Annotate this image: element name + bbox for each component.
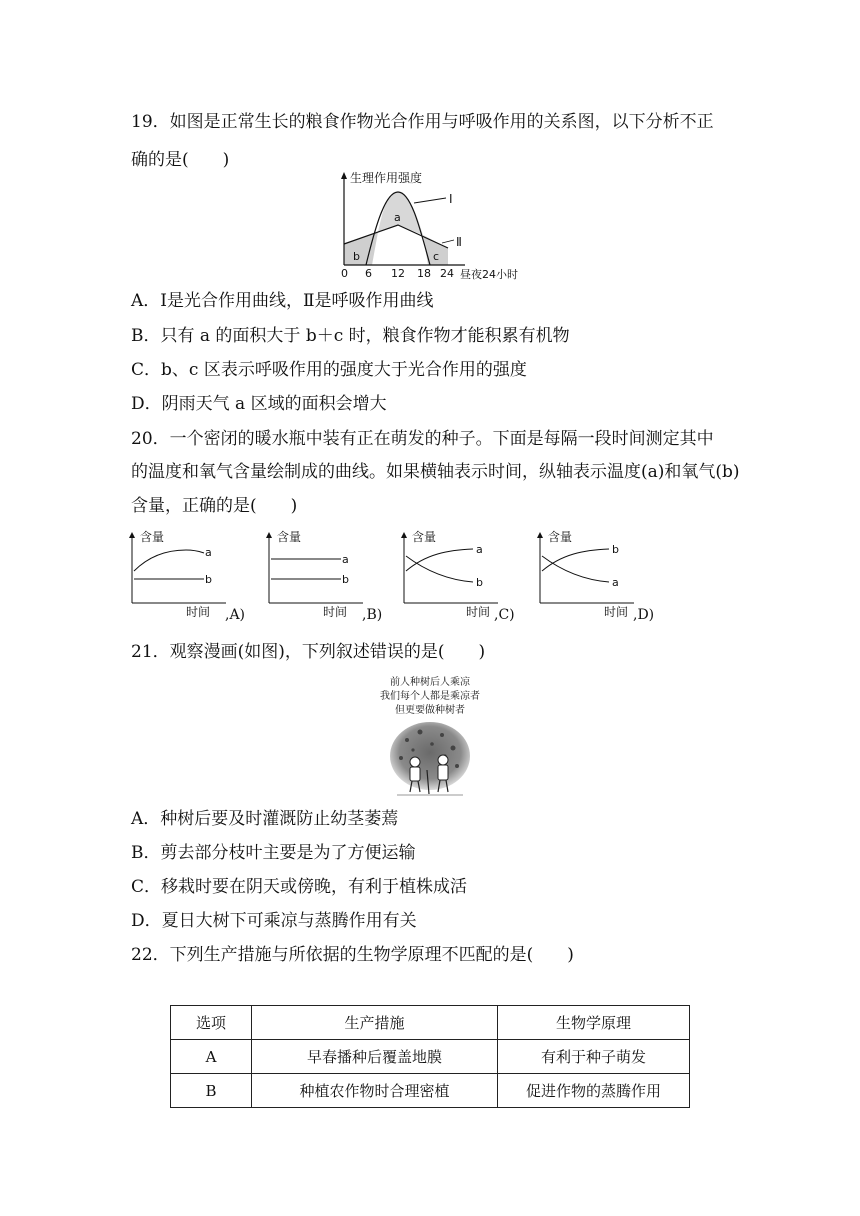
table-cell-measure: 种植农作物时合理密植	[252, 1074, 498, 1108]
table-cell-option: B	[171, 1074, 252, 1108]
q19-option-a: A．Ⅰ是光合作用曲线，Ⅱ是呼吸作用曲线	[131, 291, 434, 311]
q20-d-upper-label: b	[612, 543, 619, 556]
q19-area-b-label: b	[353, 250, 360, 263]
q21-option-d: D．夏日大树下可乘凉与蒸腾作用有关	[131, 911, 417, 931]
q20-a-lower-label: b	[205, 573, 212, 586]
q20-a-ylabel: 含量	[140, 530, 165, 544]
q20-b-lower-label: b	[342, 573, 349, 586]
q20-c-xlabel: 时间	[466, 605, 491, 619]
q19-option-b: B．只有 a 的面积大于 b＋c 时，粮食作物才能积累有机物	[131, 326, 570, 346]
q20-c-lower-label: b	[476, 576, 483, 589]
q20-a-curve-upper	[134, 550, 204, 571]
q19-option-d: D．阴雨天气 a 区域的面积会增大	[131, 394, 387, 414]
q20-graph-d	[534, 526, 664, 626]
q20-b-xlabel: 时间	[323, 605, 348, 619]
q20-c-curve-lower	[406, 556, 473, 582]
q21-caption-line1: 前人种树后人乘凉	[390, 677, 470, 688]
q20-c-curve-upper	[406, 549, 473, 571]
q19-ylabel: 生理作用强度	[350, 171, 423, 185]
q20-c-ylabel: 含量	[412, 530, 437, 544]
q19-tick-12: 12	[391, 267, 405, 280]
q19-xlabel: 昼夜24小时	[460, 268, 518, 281]
q21-option-a: A．种树后要及时灌溉防止幼茎萎蔫	[131, 809, 399, 829]
table-cell-principle: 有利于种子萌发	[498, 1040, 690, 1074]
q19-tick-0: 0	[341, 267, 348, 280]
q20-c-upper-label: a	[476, 543, 483, 556]
q19-option-c: C．b、c 区表示呼吸作用的强度大于光合作用的强度	[131, 360, 527, 380]
q19-tick-18: 18	[417, 267, 431, 280]
q20-graph-a	[126, 526, 256, 626]
q20-graph-b	[263, 526, 393, 626]
table-cell-measure: 早春播种后覆盖地膜	[252, 1040, 498, 1074]
q19-tick-6: 6	[365, 267, 372, 280]
q20-b-ylabel: 含量	[277, 530, 302, 544]
q20-stem-line2: 的温度和氧气含量绘制成的曲线。如果横轴表示时间，纵轴表示温度(a)和氧气(b)	[131, 462, 740, 482]
table-header-option: 选项	[171, 1006, 252, 1040]
q20-graph-c	[398, 526, 528, 626]
q21-option-b: B．剪去部分枝叶主要是为了方便运输	[131, 843, 416, 863]
q20-d-lower-label: a	[612, 576, 619, 589]
q20-stem-line3: 含量，正确的是( )	[131, 496, 298, 516]
table-row	[171, 1074, 690, 1108]
q21-stem: 21．观察漫画(如图)，下列叙述错误的是( )	[131, 642, 486, 662]
q20-d-curve-upper	[542, 549, 609, 571]
q22-stem: 22．下列生产措施与所依据的生物学原理不匹配的是( )	[131, 945, 574, 965]
q19-stem-line1: 19．如图是正常生长的粮食作物光合作用与呼吸作用的关系图，以下分析不正	[131, 112, 714, 132]
q19-area-c-label: c	[433, 250, 440, 263]
q20-b-option: ,B)	[362, 607, 383, 623]
table-cell-principle: 促进作物的蒸腾作用	[498, 1074, 690, 1108]
table-header-principle: 生物学原理	[498, 1006, 690, 1040]
q20-stem-line1: 20．一个密闭的暖水瓶中装有正在萌发的种子。下面是每隔一段时间测定其中	[131, 429, 714, 449]
q20-d-option: ,D)	[633, 607, 655, 623]
table-header-row	[171, 1006, 690, 1040]
q21-caption-line2: 我们每个人都是乘凉者	[380, 691, 480, 702]
q20-d-ylabel: 含量	[548, 530, 573, 544]
q19-stem-line2: 确的是( )	[131, 150, 230, 170]
q19-figure	[330, 168, 530, 283]
q21-cartoon-caption	[360, 676, 500, 718]
table-cell-option: A	[171, 1040, 252, 1074]
q21-cartoon-image	[387, 720, 473, 800]
q19-curve2-label: Ⅱ	[456, 235, 462, 249]
q20-a-upper-label: a	[205, 546, 212, 559]
q22-table	[170, 1005, 690, 1108]
table-row	[171, 1040, 690, 1074]
q19-tick-24: 24	[440, 267, 454, 280]
q20-b-upper-label: a	[342, 553, 349, 566]
q20-a-xlabel: 时间	[186, 605, 211, 619]
q20-d-xlabel: 时间	[604, 605, 629, 619]
q20-a-option: ,A)	[225, 607, 246, 623]
q21-option-c: C．移栽时要在阴天或傍晚，有利于植株成活	[131, 877, 468, 897]
q19-curve1-label: Ⅰ	[449, 192, 453, 206]
q20-c-option: ,C)	[494, 607, 515, 623]
q21-caption-line3: 但更要做种树者	[395, 705, 465, 716]
q19-area-a-label: a	[394, 211, 401, 224]
q20-d-curve-lower	[542, 556, 609, 582]
table-header-measure: 生产措施	[252, 1006, 498, 1040]
